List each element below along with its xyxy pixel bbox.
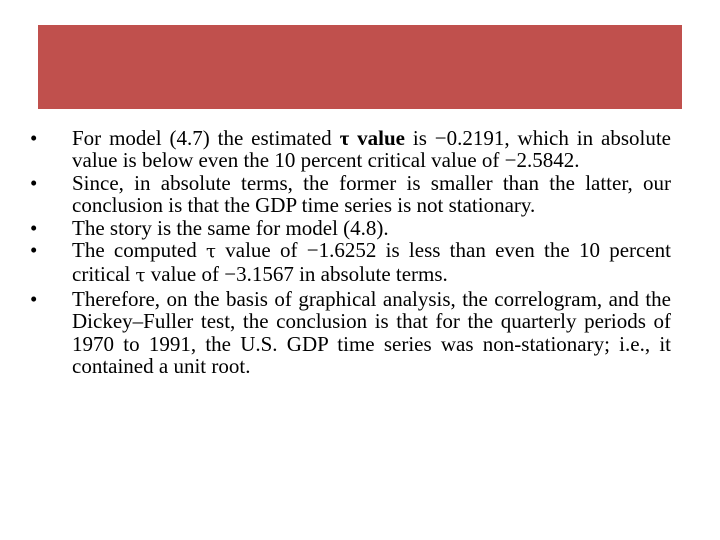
bullet-dot-icon: • (30, 215, 38, 240)
bullet-item-2 (30, 172, 671, 217)
bullet-1-text-a: For model (4.7) the estimated (72, 126, 340, 150)
bullet-1-text-b: is −0.2191, which in absolute value is below even the 10 percent critical value of −2.5842. (72, 126, 671, 173)
bullet-5-text: Therefore, on the basis of graphical analysis, the correlogram, and the Dickey–Fuller test, the conclusion is that for the quarterly periods of 1970 to 1991, the U.S. GDP time series was non-stationary; i.e., it contained a unit root. (72, 286, 671, 379)
bullet-item-1 (30, 127, 671, 172)
title-banner (38, 25, 682, 109)
bullet-2-text: Since, in absolute terms, the former is smaller than the latter, our conclusion is that the GDP time series is not stationary. (72, 170, 671, 218)
bullet-1-tau-value: τ value (339, 126, 405, 150)
bullet-4-text-c: value of −3.1567 in absolute terms. (145, 262, 448, 287)
bullet-item-5 (30, 288, 671, 378)
bullet-item-3 (30, 217, 671, 239)
bullet-dot-icon: • (30, 126, 38, 150)
bullet-dot-icon: • (30, 286, 38, 311)
bullet-3-text: The story is the same for model (4.8). (72, 215, 389, 240)
bullet-4-tau-1: τ (206, 241, 216, 263)
bullet-4-text-b: value of −1.6252 is less than even the 10 percent critical (72, 238, 672, 287)
bullet-item-4 (30, 239, 671, 288)
bullet-4-text-a: The computed (72, 238, 207, 263)
bullet-dot-icon: • (30, 238, 38, 263)
bullet-dot-icon: • (30, 170, 38, 195)
bullet-list (30, 127, 671, 377)
slide-content (30, 127, 671, 377)
bullet-4-tau-2: τ (135, 265, 146, 287)
